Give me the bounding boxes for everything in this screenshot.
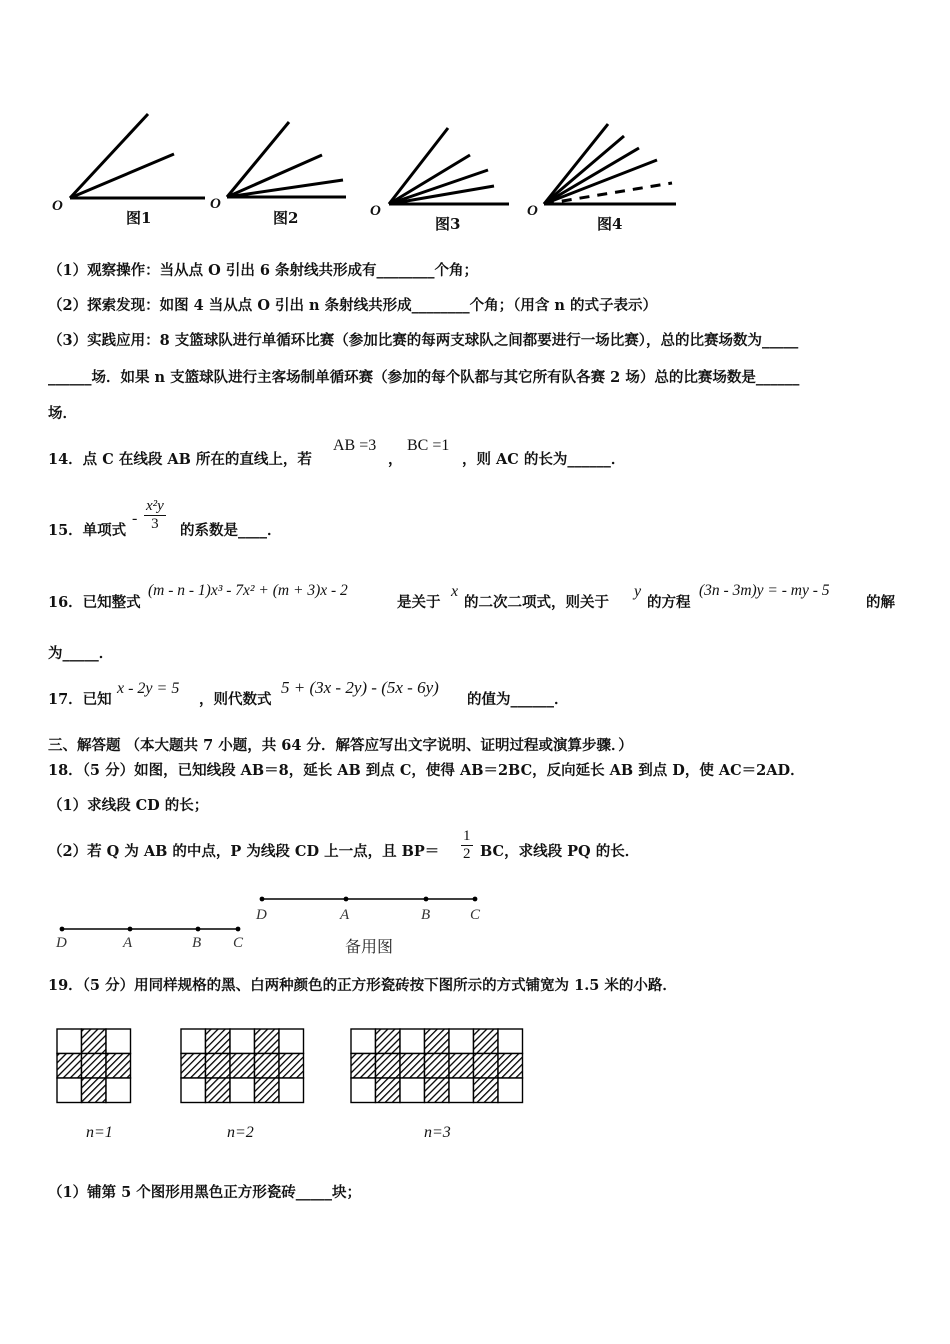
black-tile [376,1078,401,1103]
white-tile [400,1029,425,1054]
q17-mid: ，则代数式 [199,691,272,708]
white-tile [351,1078,376,1103]
black-tile [498,1054,523,1079]
q14-suffix: ，则 AC 的长为______． [462,451,626,468]
q13-part1: （1）观察操作：当从点 O 引出 6 条射线共形成有________个角； [48,262,478,279]
q13-part2: （2）探索发现：如图 4 当从点 O 引出 n 条射线共形成________个角；（用含 n 的式子表示） [48,297,658,314]
q14-math-ab: AB =3 [333,437,377,454]
black-tile [474,1054,499,1079]
white-tile [279,1078,304,1103]
q16-tail: 的解 [866,594,895,611]
white-tile [351,1029,376,1054]
tile-pattern-n3 [351,1029,523,1103]
q19-stem: 19．（5 分）用同样规格的黑、白两种颜色的正方形瓷砖按下图所示的方式铺宽为 1.5 米的小路． [48,977,677,994]
white-tile [279,1029,304,1054]
q16-line2: 为_____． [48,645,114,662]
white-tile [57,1029,82,1054]
q18-fraction-half [461,828,473,863]
white-tile [181,1078,206,1103]
black-tile [82,1029,107,1054]
section3-title: 三、解答题 （本大题共 7 小题，共 64 分．解答应写出文字说明、证明过程或演算步骤．） [48,737,633,754]
q17-expression: 5 + (3x - 2y) - (5x - 6y) [281,678,439,697]
figure-2-origin-label: O [210,196,221,212]
q19-label-n1: n=1 [86,1124,113,1141]
q17-suffix: 的值为______． [467,691,569,708]
white-tile [498,1078,523,1103]
black-tile [255,1054,280,1079]
black-tile [106,1054,131,1079]
black-tile [425,1054,450,1079]
white-tile [449,1078,474,1103]
black-tile [206,1029,231,1054]
tile-pattern-n1 [57,1029,131,1103]
q15-minus: - [132,510,138,527]
tile-pattern-n2 [181,1029,304,1103]
white-tile [498,1029,523,1054]
q15-denominator: 3 [151,516,159,532]
black-tile [255,1029,280,1054]
black-tile [82,1078,107,1103]
white-tile [181,1029,206,1054]
q18-backup-point-d: D [256,907,267,923]
q13-part3-line1: （3）实践应用：8 支篮球队进行单循环比赛（参加比赛的每两支球队之间都要进行一场比赛），总的比赛场数为_____ [48,332,799,349]
q17-condition: x - 2y = 5 [117,680,180,697]
q16-var-y: y [634,583,642,600]
black-tile [181,1054,206,1079]
black-tile [425,1078,450,1103]
black-tile [230,1054,255,1079]
figure-4-origin-label: O [527,203,538,219]
q18-point-d: D [56,935,67,951]
figure-1-label: 图1 [126,209,152,227]
q18-point-c: C [233,935,244,951]
white-tile [400,1078,425,1103]
q18-backup-point-b: B [421,907,431,923]
q18-backup-point-a: A [340,907,350,923]
q18-backup-label: 备用图 [345,937,394,956]
figure-1-rays [70,114,205,198]
q15-monomial-fraction [144,498,166,533]
figure-1-origin-label: O [52,198,63,214]
q17-prefix: 17．已知 [48,691,112,708]
black-tile [400,1054,425,1079]
q18-point-b: B [192,935,202,951]
q18-part1: （1）求线段 CD 的长； [48,797,209,814]
figure-2-label: 图2 [273,209,299,227]
black-tile [206,1078,231,1103]
q16-mid1: 是关于 [397,594,441,611]
black-tile [351,1054,376,1079]
figure-3-rays [389,128,509,204]
q15-suffix: 的系数是____． [180,522,282,539]
q16-polynomial: (m - n - 1)x³ - 7x² + (m + 3)x - 2 [148,582,348,599]
q18-segment-backup [260,897,478,902]
black-tile [376,1054,401,1079]
black-tile [449,1054,474,1079]
q16-equation: (3n - 3m)y = - my - 5 [699,582,830,599]
q18-part2-suffix: BC，求线段 PQ 的长． [480,843,640,860]
q14-separator: ， [388,451,403,468]
black-tile [279,1054,304,1079]
q18-fraction-num: 1 [463,828,471,844]
q16-mid2: 的二次二项式，则关于 [464,594,609,611]
q14-math-bc: BC =1 [407,437,450,454]
figure-3-label: 图3 [435,215,461,233]
q19-part1: （1）铺第 5 个图形用黑色正方形瓷砖_____块； [48,1184,362,1201]
q18-fraction-den: 2 [463,846,471,862]
q19-tile-patterns [0,1020,540,1120]
q14-prefix: 14．点 C 在线段 AB 所在的直线上，若 [48,451,312,468]
black-tile [474,1029,499,1054]
black-tile [57,1054,82,1079]
q18-stem: 18．（5 分）如图，已知线段 AB＝8，延长 AB 到点 C，使得 AB＝2BC，反向延长 AB 到点 D，使 AC＝2AD． [48,762,805,779]
q16-prefix: 16．已知整式 [48,594,141,611]
figure-2-rays [227,122,346,197]
white-tile [230,1029,255,1054]
white-tile [449,1029,474,1054]
q18-segment-main [60,927,241,932]
q13-part3-line3: 场． [48,405,77,422]
white-tile [106,1078,131,1103]
black-tile [82,1054,107,1079]
q18-point-a: A [123,935,133,951]
figure-4-rays [544,124,676,204]
q16-var-x: x [451,583,459,600]
figure-3-origin-label: O [370,203,381,219]
q19-label-n2: n=2 [227,1124,254,1141]
white-tile [106,1029,131,1054]
black-tile [255,1078,280,1103]
figure-4-label: 图4 [597,215,623,233]
black-tile [425,1029,450,1054]
black-tile [376,1029,401,1054]
q13-part3-line2: ______场．如果 n 支篮球队进行主客场制单循环赛（参加的每个队都与其它所有队各赛 2 场）总的比赛场数是______ [48,369,800,386]
q18-backup-point-c: C [470,907,481,923]
black-tile [474,1078,499,1103]
q15-prefix: 15．单项式 [48,522,127,539]
white-tile [57,1078,82,1103]
white-tile [230,1078,255,1103]
q18-part2-prefix: （2）若 Q 为 AB 的中点，P 为线段 CD 上一点，且 BP＝ [48,843,440,860]
q15-numerator: x²y [146,498,164,514]
q16-mid3: 的方程 [647,594,691,611]
q19-label-n3: n=3 [424,1124,451,1141]
black-tile [206,1054,231,1079]
